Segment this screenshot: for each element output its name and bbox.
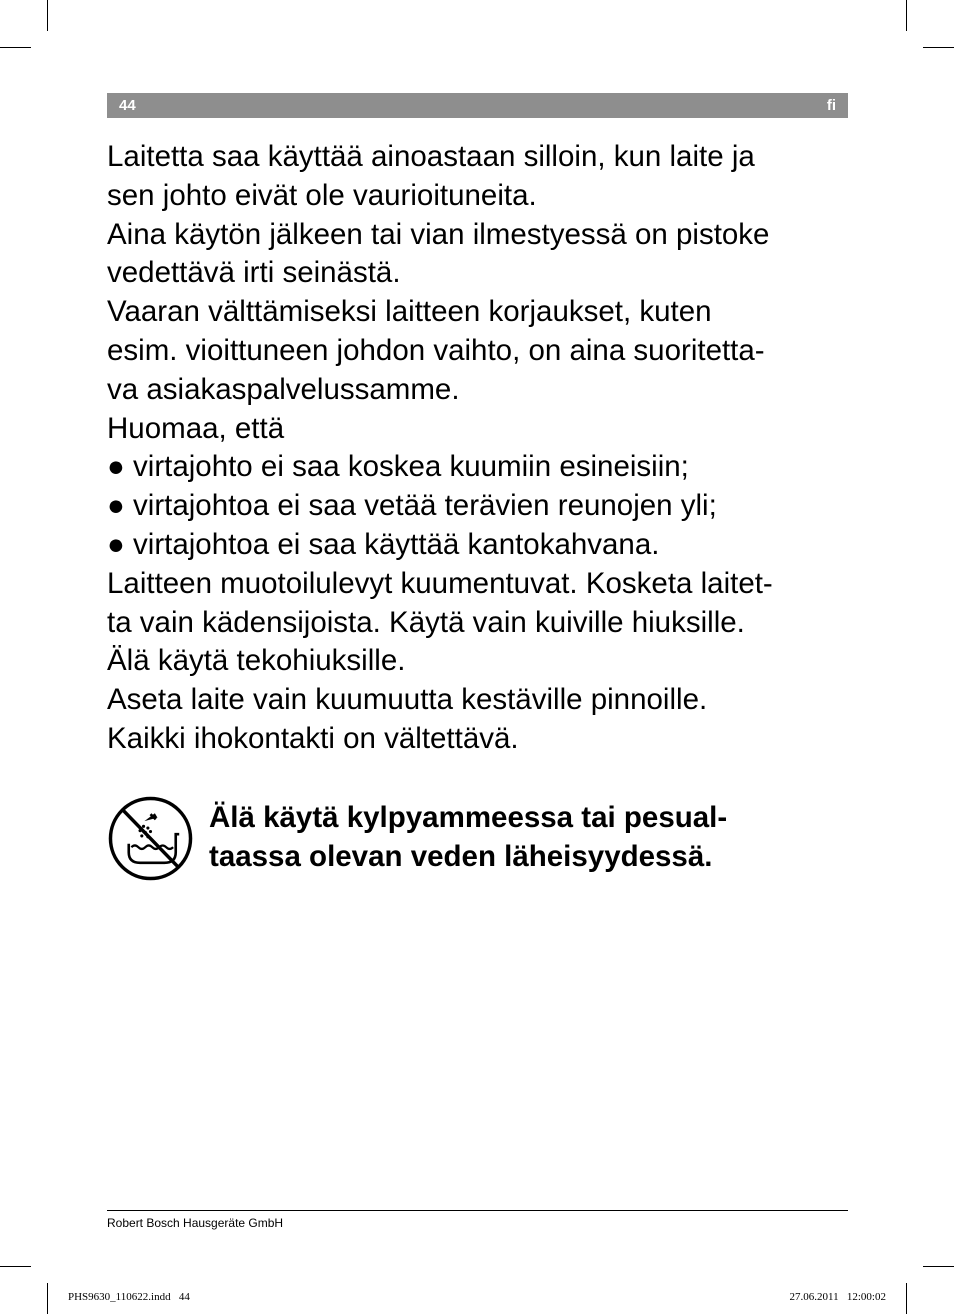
page-number: 44 — [119, 97, 136, 114]
text-line: Älä käytä tekohiuksille. — [107, 644, 406, 678]
crop-mark-bottom-left-v — [47, 1283, 48, 1314]
print-slug-datetime: 27.06.2011 12:00:02 — [789, 1291, 886, 1303]
crop-mark-bottom-right-h — [923, 1266, 954, 1267]
crop-mark-bottom-left-h — [0, 1266, 31, 1267]
warning-text — [209, 799, 727, 877]
crop-mark-top-right-h — [923, 47, 954, 48]
footer-rule — [107, 1210, 848, 1211]
print-slug-file: PHS9630_110622.indd 44 — [68, 1291, 190, 1303]
text-line: esim. vioittuneen johdon vaihto, on aina suoritetta- — [107, 333, 765, 367]
language-code: fi — [826, 97, 836, 114]
text-line: ta vain kädensijoista. Käytä vain kuiville hiuksille. — [107, 605, 745, 639]
crop-mark-top-left-v — [47, 0, 48, 31]
text-line: Aina käytön jälkeen tai vian ilmestyessä on pistoke — [107, 217, 770, 251]
text-line: Laitteen muotoilulevyt kuumentuvat. Kosketa laitet- — [107, 566, 773, 600]
safety-instructions — [107, 138, 852, 759]
bullet-item: ● virtajohtoa ei saa vetää terävien reunojen yli; — [107, 489, 717, 523]
bullet-item: ● virtajohtoa ei saa käyttää kantokahvana. — [107, 527, 660, 561]
crop-mark-top-left-h — [0, 47, 31, 48]
warning-line: Älä käytä kylpyammeessa tai pesual- — [209, 801, 728, 834]
text-line: sen johto eivät ole vaurioituneita. — [107, 178, 537, 212]
text-line: Aseta laite vain kuumuutta kestäville pinnoille. — [107, 683, 708, 717]
text-line: Huomaa, että — [107, 411, 285, 445]
text-line: Laitetta saa käyttää ainoastaan silloin, kun laite ja — [107, 140, 755, 173]
page-header-bar — [107, 93, 848, 118]
no-bath-water-icon — [107, 795, 194, 882]
footer-company: Robert Bosch Hausgeräte GmbH — [107, 1216, 284, 1230]
text-line: Kaikki ihokontakti on vältettävä. — [107, 721, 519, 755]
bullet-item: ● virtajohto ei saa koskea kuumiin esineisiin; — [107, 450, 689, 484]
warning-line: taassa olevan veden läheisyydessä. — [209, 839, 713, 873]
crop-mark-bottom-right-v — [906, 1283, 907, 1314]
water-warning — [107, 795, 852, 885]
text-line: Vaaran välttämiseksi laitteen korjaukset, kuten — [107, 295, 712, 329]
text-line: vedettävä irti seinästä. — [107, 256, 401, 290]
text-line: va asiakaspalvelussamme. — [107, 372, 460, 406]
crop-mark-top-right-v — [906, 0, 907, 31]
